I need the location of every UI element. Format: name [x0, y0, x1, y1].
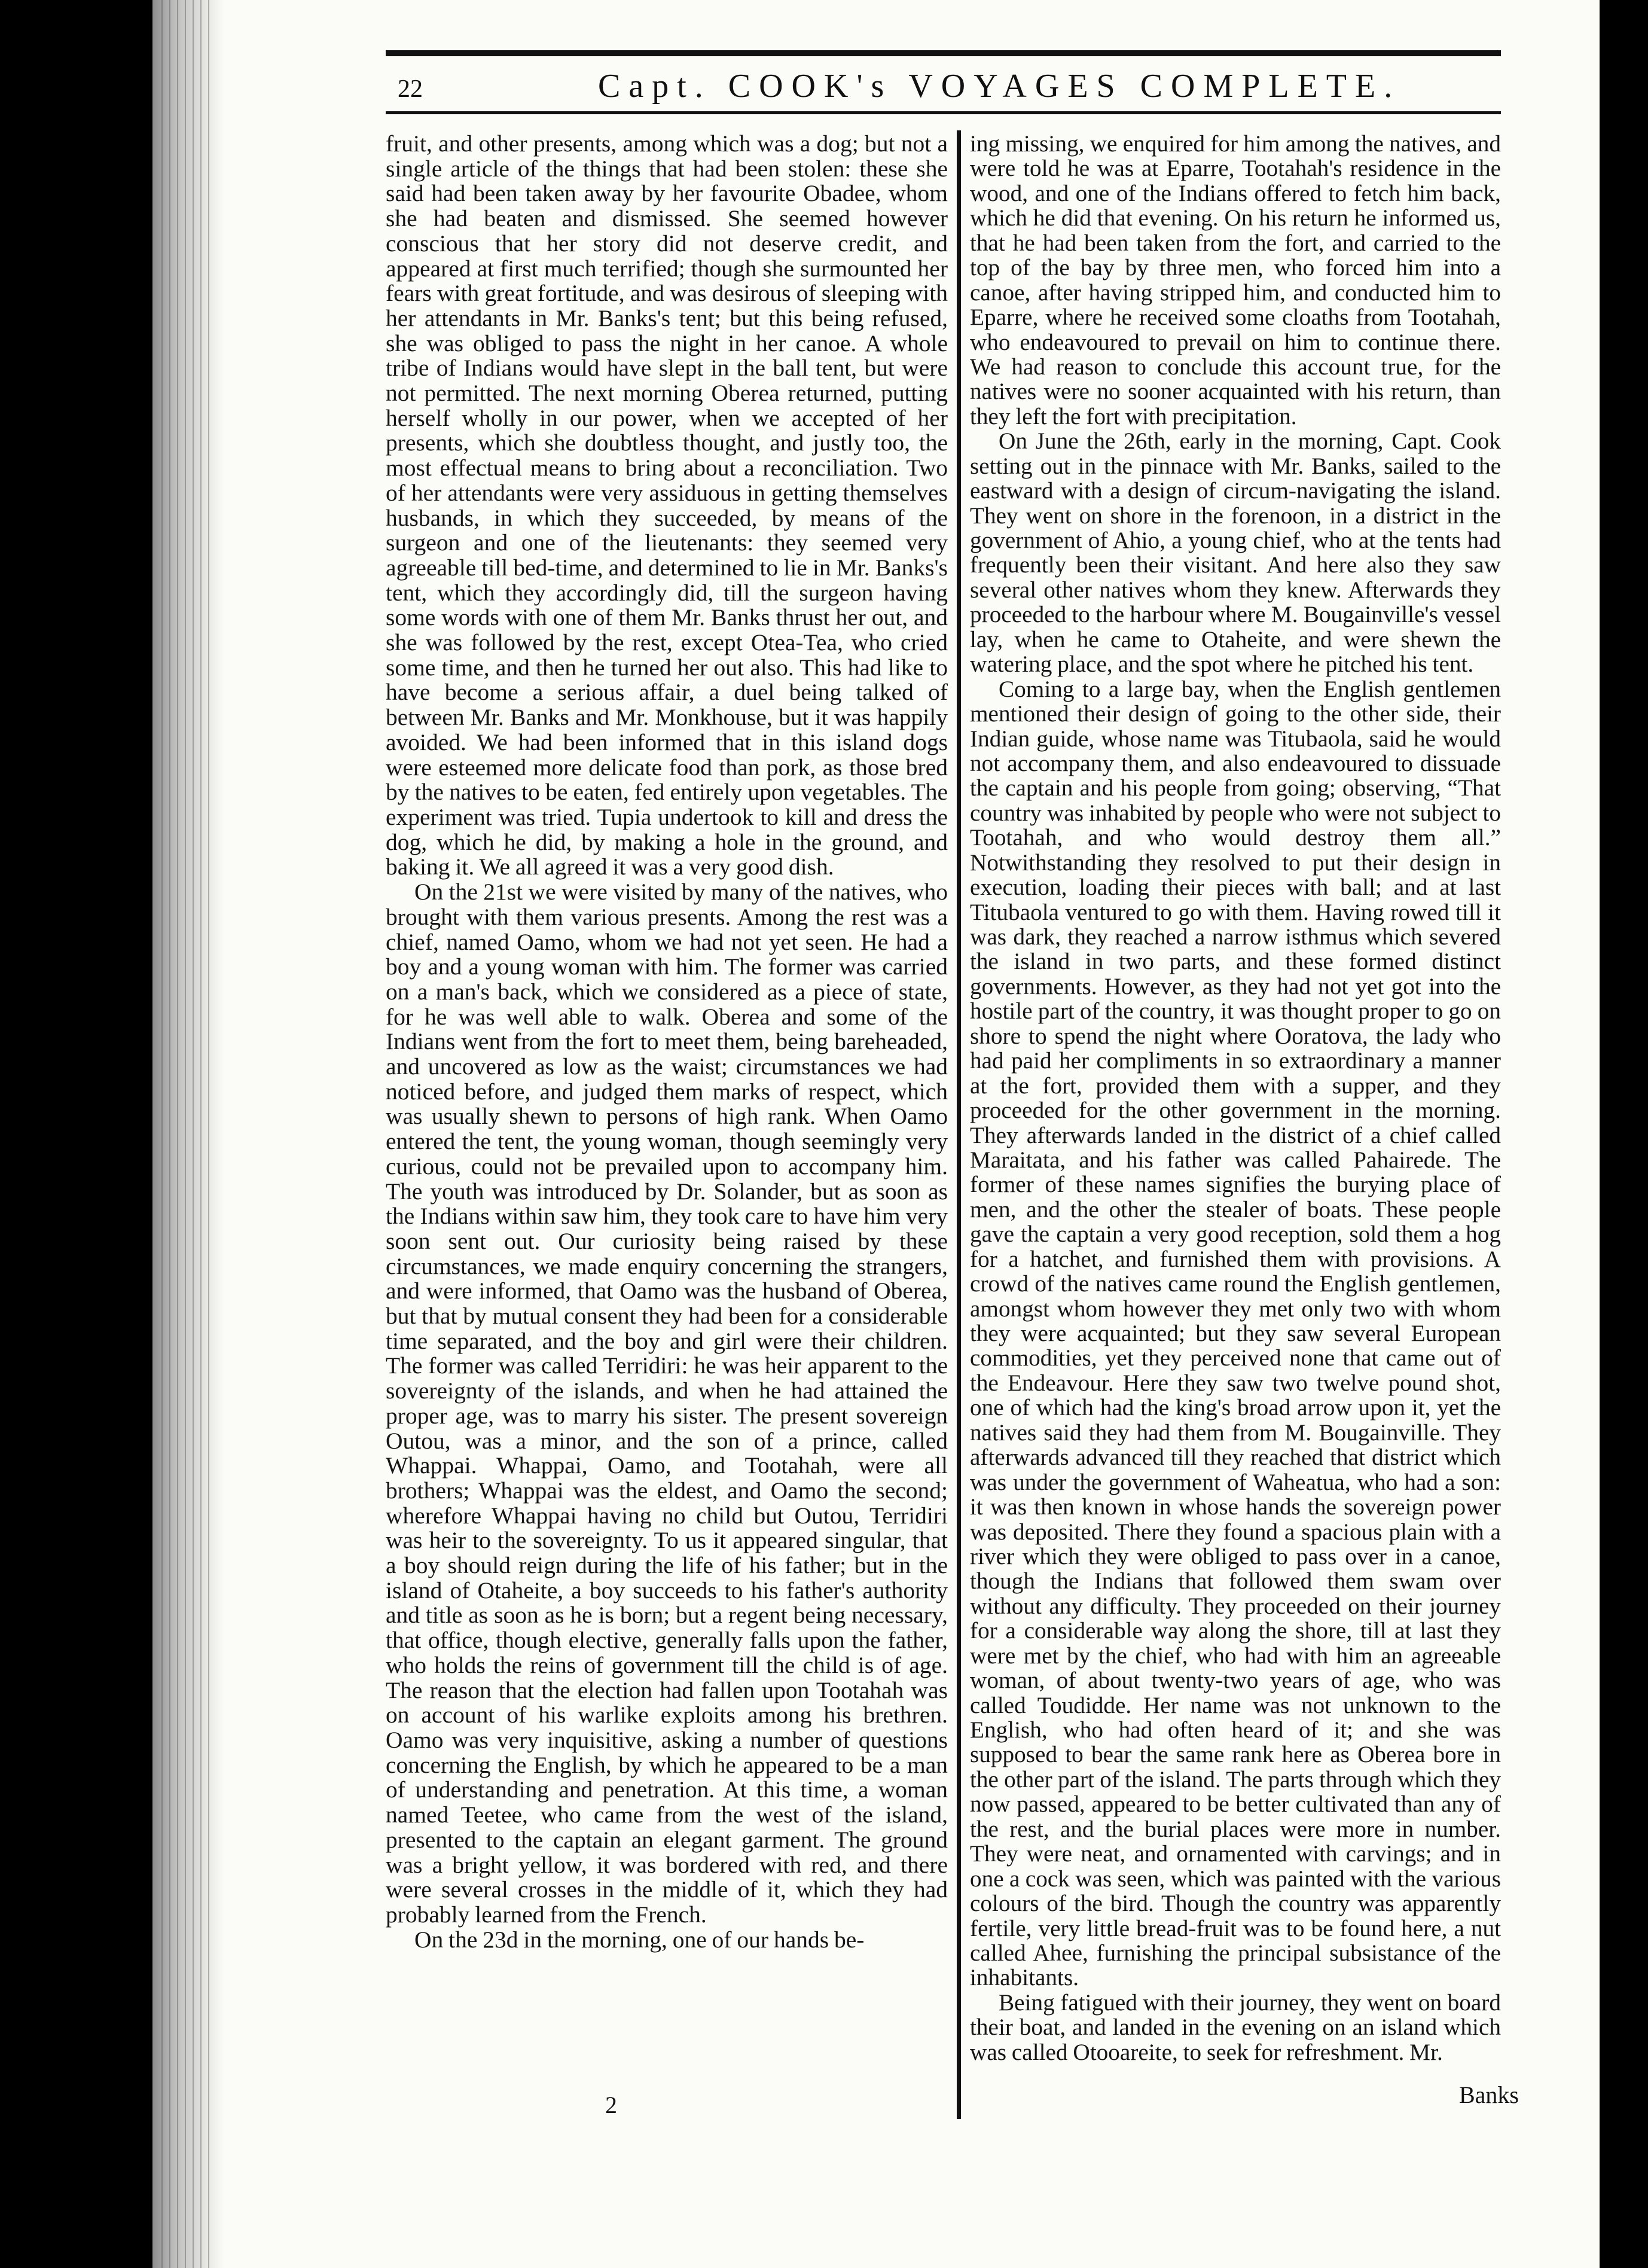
scan-right-margin [1600, 0, 1648, 2268]
column-divider-rule [957, 130, 961, 2119]
paragraph: On the 21st we were visited by many of the natives, who brought with them various presents. Among the rest was a chief, named Oamo, whom we had not yet seen. He had a boy and a young woman with him. The former was carried on a man's back, which we considered as a piece of state, for he was well able to walk. Oberea and some of the Indians went from the fort to meet them, being bareheaded, and uncovered as low as the waist; circumstances we had noticed before, and judged them marks of respect, which was usually shewn to persons of high rank. When Oamo entered the tent, the young woman, though seemingly very curious, could not be prevailed upon to accompany him. The youth was introduced by Dr. Solander, but as soon as the Indians within saw him, they took care to have him very soon sent out. Our curiosity being raised by these circumstances, we made enquiry concerning the strangers, and were informed, that Oamo was the husband of Oberea, but that by mutual consent they had been for a considerable time separated, and the boy and girl were their children. The former was called Terridiri: he was heir apparent to the sovereignty of the islands, and when he had attained the proper age, was to marry his sister. The present sovereign Outou, was a minor, and the son of a prince, called Whappai. Whappai, Oamo, and Tootahah, were all brothers; Whappai was the eldest, and Oamo the second; wherefore Whappai having no child but Outou, Terridiri was heir to the sovereignty. To us it appeared singular, that a boy should reign during the life of his father; but in the island of Otaheite, a boy succeeds to his father's authority and title as soon as he is born; but a regent being necessary, that office, though elective, generally falls upon the father, who holds the reins of government till the child is of age. The reason that the election had fallen upon Tootahah was on account of his warlike exploits among his brethren. Oamo was very inquisitive, asking a number of questions concerning the English, by which he appeared to be a man of understanding and penetration. At this time, a woman named Teetee, who came from the west of the island, presented to the captain an elegant garment. The ground was a bright yellow, it was bordered with red, and there were several crosses in the middle of it, which they had probably learned from the French. [386, 879, 948, 1928]
header-rule-top [386, 50, 1501, 56]
running-head: Capt. COOK's VOYAGES COMPLETE. [598, 68, 1401, 105]
signature-mark: 2 [605, 2092, 617, 2118]
catchword: Banks [1459, 2081, 1519, 2108]
page-number: 22 [398, 75, 423, 103]
right-text-column [970, 132, 1501, 2065]
paragraph: ing missing, we enquired for him among the natives, and were told he was at Eparre, Tootahah's residence in the wood, and one of the Indians offered to fetch him back, which he did that evening. On his return he informed us, that he had been taken from the fort, and carried to the top of the bay by three men, who forced him into a canoe, after having stripped him, and conducted him to Eparre, where he received some cloaths from Tootahah, who endeavoured to prevail on him to continue there. We had reason to conclude this account true, for the natives were no sooner acquainted with his return, than they left the fort with precipitation. [970, 131, 1501, 429]
book-gutter-page-edges [161, 0, 209, 2268]
paragraph: Coming to a large bay, when the English gentlemen mentioned their design of going to the other side, their Indian guide, whose name was Titubaola, said he would not accompany them, and also endeavoured to dissuade the captain and his people from going; observing, “That country was inhabited by people who were not subject to Tootahah, and who would destroy them all.” Notwithstanding they resolved to put their design in execution, loading their pieces with ball; and at last Titubaola ventured to go with them. Having rowed till it was dark, they reached a narrow isthmus which severed the island in two parts, and these formed distinct governments. However, as they had not yet got into the hostile part of the country, it was thought proper to go on shore to spend the night where Ooratova, the lady who had paid her compliments in so extraordinary a manner at the fort, provided them with a supper, and they proceeded for the other government in the morning. They afterwards landed in the district of a chief called Maraitata, and his father was called Pahairede. The former of these names signifies the burying place of men, and the other the stealer of boats. These people gave the captain a very good reception, sold them a hog for a hatchet, and furnished them with provisions. A crowd of the natives came round the English gentlemen, amongst whom however they met only two with whom they were acquainted; but they saw several European commodities, yet they perceived none that came out of the Endeavour. Here they saw two twelve pound shot, one of which had the king's broad arrow upon it, yet the natives said they had them from M. Bougainville. They afterwards advanced till they reached that district which was under the government of Waheatua, who had a son: it was then known in whose hands the sovereign power was deposited. There they found a spacious plain with a river which they were obliged to pass over in a canoe, though the Indians that followed them swam over without any difficulty. They proceeded on their journey for a considerable way along the shore, till at last they were met by the chief, who had with him an agreeable woman, of about twenty-two years of age, who was called Toudidde. Her name was not unknown to the English, who had often heard of it; and she was supposed to bear the same rank here as Oberea bore in the other part of the island. The parts through which they now passed, appeared to be better cultivated than any of the rest, and the burial places were more in number. They were neat, and ornamented with carvings; and in one a cock was seen, which was painted with the various colours of the bird. Though the country was apparently fertile, very little bread-fruit was to be found here, a nut called Ahee, furnishing the principal subsistance of the inhabitants. [970, 676, 1501, 1991]
paragraph: On June the 26th, early in the morning, Capt. Cook setting out in the pinnace with Mr. Banks, sailed to the eastward with a design of circum-navigating the island. They went on shore in the forenoon, in a district in the government of Ahio, a young chief, who at the tents had frequently been their visitant. And here also they saw several other natives whom they knew. Afterwards they proceeded to the harbour where M. Bougainville's vessel lay, when he came to Otaheite, and were shewn the watering place, and the spot where he pitched his tent. [970, 428, 1501, 678]
paragraph: On the 23d in the morning, one of our hands be- [414, 1926, 865, 1953]
paragraph: fruit, and other presents, among which was a dog; but not a single article of the things that had been stolen: these she said had been taken away by her favourite Obadee, whom she had beaten and dismissed. She seemed however conscious that her story did not deserve credit, and appeared at first much terrified; though she surmounted her fears with great fortitude, and was desirous of sleeping with her attendants in Mr. Banks's tent; but this being refused, she was obliged to pass the night in her canoe. A whole tribe of Indians would have slept in the ball tent, but were not permitted. The next morning Oberea returned, putting herself wholly in our power, when we accepted of her presents, which she doubtless thought, and justly too, the most effectual means to bring about a reconciliation. Two of her attendants were very assiduous in getting themselves husbands, in which they succeeded, by means of the surgeon and one of the lieutenants: they seemed very agreeable till bed-time, and determined to lie in Mr. Banks's tent, which they accordingly did, till the surgeon having some words with one of them Mr. Banks thrust her out, and she was followed by the rest, except Otea-Tea, who cried some time, and then he turned her out also. This had like to have become a serious affair, a duel being talked of between Mr. Banks and Mr. Monkhouse, but it was happily avoided. We had been informed that in this island dogs were esteemed more delicate food than pork, as those bred by the natives to be eaten, fed entirely upon vegetables. The experiment was tried. Tupia undertook to kill and dress the dog, which he did, by making a hole in the ground, and baking it. We all agreed it was a very good dish. [386, 130, 948, 880]
paragraph: Being fatigued with their journey, they went on board their boat, and landed in the evening on an island which was called Otooareite, to seek for refreshment. Mr. [970, 1989, 1501, 2065]
header-rule-bottom [386, 111, 1501, 114]
left-text-column [386, 132, 948, 1952]
